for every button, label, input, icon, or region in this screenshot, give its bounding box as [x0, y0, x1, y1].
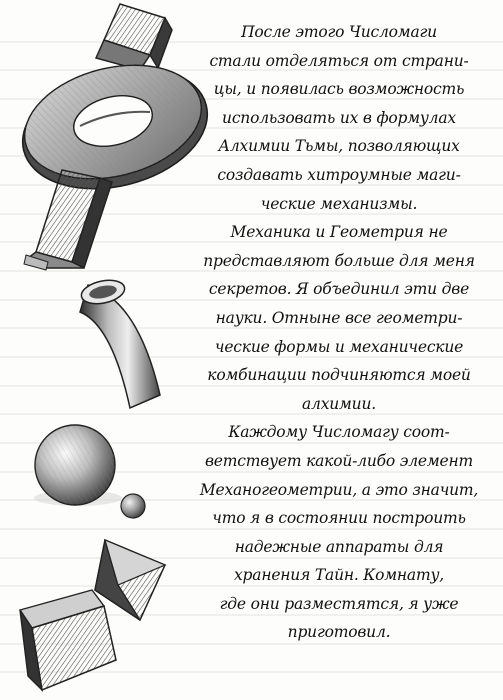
text-line: приготовил.	[287, 623, 391, 642]
text-line: науки. Отныне все геометри-	[215, 308, 463, 327]
cube-drawing	[96, 4, 172, 70]
paragraph-1	[180, 18, 498, 218]
bent-cylinder-drawing	[79, 277, 160, 408]
text-line: Механогеометрии, а это значит,	[199, 480, 479, 499]
text-line: После этого Числомаги	[241, 23, 437, 41]
text-line: что я в состоянии построить	[212, 509, 466, 528]
text-line: Каждому Числомагу соот-	[228, 423, 450, 442]
small-sphere-drawing	[121, 494, 145, 518]
text-line: цы, и появилась возможность	[213, 80, 465, 99]
text-line: где они разместятся, я уже	[219, 594, 459, 613]
pyramid-prism-drawing	[20, 540, 165, 690]
text-line: представляют больше для меня	[203, 251, 475, 270]
text-line: ческие формы и механические	[214, 337, 464, 356]
text-line: хранения Тайн. Комнату,	[234, 566, 444, 585]
text-line: ческие механизмы.	[260, 194, 418, 213]
text-line: создавать хитроумные маги-	[217, 165, 461, 184]
text-line: надежные аппараты для	[234, 537, 444, 556]
text-line: Алхимии Тьмы, позволяющих	[218, 137, 460, 156]
text-line: комбинации подчиняются моей	[207, 366, 471, 385]
text-line: стали отделяться от страни-	[209, 51, 469, 70]
text-line: ветствует какой-либо элемент	[204, 451, 473, 470]
large-sphere-drawing	[34, 425, 122, 506]
paragraph-2	[180, 218, 498, 418]
paragraph-3	[180, 418, 498, 647]
rectangular-prism-drawing	[24, 170, 112, 270]
text-line: алхимии.	[302, 394, 376, 413]
text-line: секретов. Я объединил эти две	[208, 280, 470, 299]
text-line: Механика и Геометрия не	[230, 223, 448, 242]
handwritten-text	[180, 18, 498, 647]
text-line: использовать их в формулах	[222, 108, 456, 127]
